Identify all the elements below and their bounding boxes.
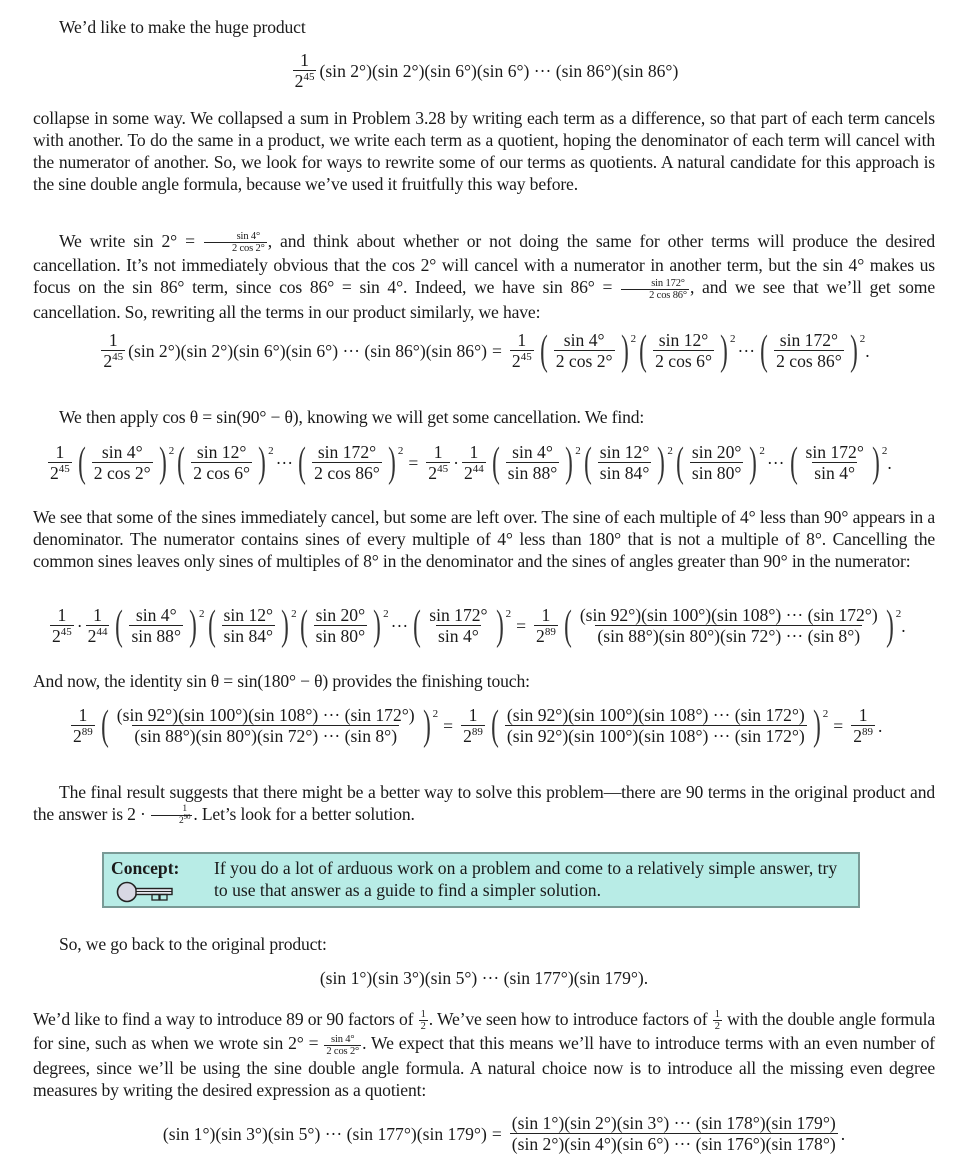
math-rp: ) xyxy=(495,603,504,649)
math-den: 2 cos 2° xyxy=(326,1045,360,1057)
math-den: 2 cos 6° xyxy=(193,463,251,483)
math-den: sin 80° xyxy=(315,626,366,646)
math-sup: 2 xyxy=(397,445,404,457)
math-span: The final result suggests that there might be a better way to solve this problem—there are 90 terms in the original product and the answer is 2 · xyxy=(33,782,935,824)
text: , and we see that we’ll get some cancellation. So, rewriting all the terms in our product similarly, we have: xyxy=(33,277,935,322)
math-den xyxy=(151,815,192,827)
math-rp: ) xyxy=(422,703,431,749)
math-num: sin 12° xyxy=(196,442,247,462)
equation-final xyxy=(68,705,960,747)
math-num: (sin 1°)(sin 2°)(sin 3°) ··· (sin 178°)(sin 179°) xyxy=(511,1113,836,1133)
math-num: sin 4° xyxy=(236,231,261,243)
math-den: sin 4° xyxy=(438,626,479,646)
math-frac xyxy=(598,442,652,484)
text: , and think about whether or not doing the same for other terms will produce the desired cancellation. It’s not immediately obvious that the cos 2° will cancel with a numerator in another term, but the sin 4° makes us focus on the sin 86° term, since cos 86° = sin 4°. Indeed, we have sin 86° = xyxy=(33,231,936,298)
math-lp: ( xyxy=(299,603,308,649)
math-num: sin 172° xyxy=(779,330,839,350)
equation-cofunction xyxy=(45,442,947,484)
paragraph-go-back: So, we go back to the original product: xyxy=(59,934,327,954)
numerator: 1 xyxy=(300,50,309,70)
math-dot: ··· xyxy=(390,615,409,636)
math-lp: ( xyxy=(77,440,86,486)
math-num: sin 4° xyxy=(512,442,553,462)
inline-fraction-sin4-over-2cos2 xyxy=(324,1034,361,1057)
math-paren xyxy=(174,442,273,484)
math-rp: ) xyxy=(812,703,821,749)
math-lp: ( xyxy=(207,603,216,649)
math-den: sin 88° xyxy=(507,463,558,483)
math-frac xyxy=(510,330,534,372)
math-num: 1 xyxy=(714,1009,720,1021)
math-frac xyxy=(86,605,110,647)
text: We write sin 2° = xyxy=(59,231,203,251)
math-svg xyxy=(116,881,176,903)
math-num: sin 4° xyxy=(331,1033,355,1045)
math-span: with the double angle formula for sine, such as when we wrote sin 2° = xyxy=(33,1009,935,1054)
math-rp: ) xyxy=(620,328,629,374)
math-span: 2 xyxy=(853,726,863,746)
math-frac xyxy=(314,605,368,647)
math-num: 1 xyxy=(433,442,443,462)
math-rp: ) xyxy=(720,328,728,374)
math-op: = xyxy=(443,715,454,736)
math-span: . Let’s look for a better solution. xyxy=(193,804,415,824)
math-num: sin 12° xyxy=(658,330,709,350)
math-den xyxy=(101,350,125,372)
math-frac xyxy=(506,442,560,484)
math-den: 2 cos 2° xyxy=(204,242,267,254)
math-den: (sin 88°)(sin 80°)(sin 72°) ··· (sin 8°) xyxy=(134,726,398,746)
math-num: sin 12° xyxy=(599,442,650,462)
math-op: = xyxy=(833,715,844,736)
inline-fraction-sin4-over-2cos2 xyxy=(204,231,267,254)
math-sup: 2 xyxy=(268,445,274,457)
math-den: 2 xyxy=(420,1021,426,1033)
math-span: . We expect that this means we’ll have to introduce terms with an even number of degrees, since we’ll be using the sine double angle formula. A natural choice now is to introduce all the missing even degree measures by writing the desired expression as a quotient: xyxy=(33,1033,935,1100)
math-lp: ( xyxy=(539,328,548,374)
math-num: sin 12° xyxy=(223,605,274,625)
math-num: 1 xyxy=(420,1009,426,1021)
math-frac xyxy=(690,442,744,484)
math-lp: ( xyxy=(491,703,499,749)
math-frac xyxy=(510,1113,838,1155)
math-frac xyxy=(578,605,880,647)
math-num: sin 4° xyxy=(563,330,605,350)
math-paren xyxy=(636,330,735,372)
math-span: (sin 1°)(sin 3°)(sin 5°) ··· (sin 177°)(sin 179°) xyxy=(162,1123,487,1144)
math-frac xyxy=(461,705,485,747)
math-frac xyxy=(462,442,486,484)
math-dot: ··· xyxy=(766,452,785,473)
math-sup: 2 xyxy=(822,708,829,720)
math-span: 2 xyxy=(463,726,472,746)
math-paren xyxy=(581,442,673,484)
concept-callout xyxy=(102,852,860,908)
math-supi: 45 xyxy=(60,626,72,639)
equation-quotient xyxy=(53,1113,955,1155)
math-op: = xyxy=(491,1123,502,1144)
math-num: 1 xyxy=(93,605,102,625)
math-lp: ( xyxy=(298,440,307,486)
math-lp: ( xyxy=(563,603,572,649)
math-paren xyxy=(787,442,888,484)
math-frac xyxy=(312,442,382,484)
math-span: . xyxy=(887,452,892,473)
math-span: We’d like to find a way to introduce 89 or 90 factors of xyxy=(33,1009,418,1029)
paragraph-sines-cancel: We see that some of the sines immediately cancel, but some are left over. The sine of each multiple of 4° less than 90° appears in a denominator. The numerator contains sines of every multiple of 4° less than 180° that is not a multiple of 8°. Cancelling the common sines leaves only sines of multiples of 8° in the denominator and the sines of angles greater than 90° in the numerator: xyxy=(33,507,935,571)
math-supi: 45 xyxy=(520,351,532,364)
concept-label: Concept: xyxy=(111,858,180,878)
math-frac xyxy=(427,605,489,647)
math-span: 2 xyxy=(103,351,113,371)
math-rp: ) xyxy=(657,440,666,486)
math-num: sin 172° xyxy=(317,442,377,462)
math-den xyxy=(461,725,485,747)
math-num: (sin 92°)(sin 100°)(sin 108°) ··· (sin 172°) xyxy=(506,705,805,725)
math-den: 2 cos 86° xyxy=(314,463,380,483)
math-span: 2 xyxy=(50,463,59,483)
math-num: 1 xyxy=(517,330,527,350)
math-sup: 2 xyxy=(859,333,866,345)
math-frac xyxy=(222,605,276,647)
math-den xyxy=(851,725,875,747)
math-span: 2 xyxy=(511,351,521,371)
math-supi: 89 xyxy=(862,726,874,739)
math-span: 2 xyxy=(294,71,304,91)
math-frac xyxy=(505,705,807,747)
math-sup: 2 xyxy=(881,445,888,457)
math-den xyxy=(510,350,534,372)
paragraph-final-result xyxy=(33,781,935,827)
math-span: . xyxy=(878,715,883,736)
math-den: sin 88° xyxy=(131,626,182,646)
math-den: 2 cos 86° xyxy=(621,289,689,301)
math-sup: 2 xyxy=(383,608,389,620)
denominator xyxy=(293,70,317,92)
math-paren xyxy=(297,605,389,647)
math-span: 2 xyxy=(179,816,184,827)
math-dot: ··· xyxy=(275,452,294,473)
math-den: sin 84° xyxy=(223,626,274,646)
paragraph-finishing-touch: And now, the identity sin θ = sin(180° − θ) provides the finishing touch: xyxy=(33,671,530,691)
math-rp: ) xyxy=(565,440,574,486)
key-icon xyxy=(116,881,176,908)
inline-fraction-half xyxy=(419,1009,428,1032)
math-frac xyxy=(92,442,153,484)
math-rp: ) xyxy=(189,603,197,649)
math-dot: ··· xyxy=(737,340,756,361)
math-supi: 89 xyxy=(471,726,483,739)
math-paren xyxy=(295,442,403,484)
math-num: 1 xyxy=(55,442,65,462)
math-sup: 2 xyxy=(730,333,736,345)
math-paren xyxy=(205,605,297,647)
math-sup: 2 xyxy=(432,708,439,720)
inline-fraction-sin172-over-2cos86 xyxy=(621,278,689,301)
math-num: 1 xyxy=(182,804,187,815)
math-op: = xyxy=(491,340,502,361)
math-lp: ( xyxy=(676,440,684,486)
math-rp: ) xyxy=(258,440,266,486)
math-den xyxy=(71,725,95,747)
inline-fraction-one-over-2-90 xyxy=(151,804,192,827)
math-span: (sin 1°)(sin 3°)(sin 5°) ··· (sin 177°)(sin 179°). xyxy=(319,968,649,988)
math-rp: ) xyxy=(849,328,858,374)
math-rp: ) xyxy=(373,603,381,649)
math-span: 2 xyxy=(52,626,61,646)
math-frac xyxy=(129,605,183,647)
paragraph-collapse: collapse in some way. We collapsed a sum in Problem 3.28 by writing each term as a difference, so that part of each term cancels with another. To do the same in a product, we write each term as a quotient, hoping the denominator of each term will cancel with the numerator of another. So, we look for ways to rewrite some of our terms as quotients. A natural candidate for this approach is the sine double angle formula, because we’ve used it fruitfully this way before. xyxy=(33,108,935,194)
math-paren xyxy=(112,605,204,647)
math-num: 1 xyxy=(108,330,118,350)
product-expression: (sin 2°)(sin 2°)(sin 6°)(sin 6°) ··· (sin 86°)(sin 86°) xyxy=(128,340,487,361)
math-sup: 2 xyxy=(505,608,512,620)
math-den xyxy=(462,462,486,484)
equation-odd-product xyxy=(33,968,935,989)
math-paren xyxy=(537,330,636,372)
math-den xyxy=(426,462,450,484)
math-sup: 2 xyxy=(630,333,637,345)
math-num: 1 xyxy=(78,705,88,725)
math-num: sin 20° xyxy=(315,605,366,625)
math-num: 1 xyxy=(57,605,67,625)
math-paren xyxy=(410,605,511,647)
math-frac xyxy=(804,442,866,484)
math-rp: ) xyxy=(749,440,758,486)
math-lp: ( xyxy=(639,328,647,374)
math-num: sin 172° xyxy=(805,442,864,462)
paragraph-introduce-factors xyxy=(33,1008,935,1101)
math-op: = xyxy=(516,615,527,636)
concept-text: If you do a lot of arduous work on a problem and come to a relatively simple answer, try to use that answer as a guide to find a simpler solution. xyxy=(214,858,838,900)
math-supi: 89 xyxy=(81,726,93,739)
math-frac xyxy=(115,705,417,747)
math-paren xyxy=(561,605,901,647)
math-span: 2 xyxy=(463,463,473,483)
math-num: sin 172° xyxy=(429,605,488,625)
math-num: sin 4° xyxy=(101,442,143,462)
math-frac xyxy=(101,330,125,372)
math-lp: ( xyxy=(177,440,186,486)
math-sup: 2 xyxy=(895,608,902,620)
math-supi: 44 xyxy=(96,626,108,639)
paragraph-double-angle xyxy=(33,230,935,323)
math-frac xyxy=(191,442,252,484)
math-lp: ( xyxy=(583,440,592,486)
math-lp: ( xyxy=(789,440,798,486)
math-num: 1 xyxy=(468,705,478,725)
math-supi: 45 xyxy=(112,351,124,364)
math-paren xyxy=(98,705,438,747)
math-frac xyxy=(774,330,844,372)
math-den: (sin 92°)(sin 100°)(sin 108°) ··· (sin 172°) xyxy=(506,726,805,746)
math-sup: 2 xyxy=(575,445,581,457)
math-num: 1 xyxy=(469,442,479,462)
math-span: · xyxy=(76,615,83,636)
math-sup: 2 xyxy=(667,445,673,457)
math-den xyxy=(50,625,74,647)
math-lp: ( xyxy=(491,440,500,486)
math-den: sin 4° xyxy=(814,463,856,483)
math-num: 1 xyxy=(858,705,868,725)
math-den: (sin 88°)(sin 80°)(sin 72°) ··· (sin 8°) xyxy=(597,626,861,646)
paragraph-intro: We’d like to make the huge product xyxy=(59,17,306,37)
math-span: 90 xyxy=(183,813,191,822)
math-lp: ( xyxy=(115,603,124,649)
math-frac xyxy=(653,330,714,372)
math-span: 2 xyxy=(87,626,97,646)
math-num: 1 xyxy=(541,605,551,625)
math-rp: ) xyxy=(158,440,167,486)
math-supi: 44 xyxy=(472,463,484,476)
math-den: (sin 2°)(sin 4°)(sin 6°) ··· (sin 176°)(sin 178°) xyxy=(511,1134,836,1154)
math-rp: ) xyxy=(281,603,289,649)
math-paren xyxy=(488,705,828,747)
math-den xyxy=(534,625,558,647)
math-den: sin 84° xyxy=(599,463,650,483)
product-expression: (sin 2°)(sin 2°)(sin 6°)(sin 6°) ··· (sin 86°)(sin 86°) xyxy=(319,60,679,81)
math-sup: 2 xyxy=(168,445,175,457)
math-lp: ( xyxy=(413,603,422,649)
math-num: sin 4° xyxy=(135,605,177,625)
math-span: . xyxy=(901,615,906,636)
math-span: · xyxy=(453,452,459,473)
math-frac xyxy=(554,330,615,372)
math-den xyxy=(48,462,72,484)
math-den: 2 cos 2° xyxy=(555,351,613,371)
math-sup: 2 xyxy=(199,608,205,620)
math-den: 2 xyxy=(714,1021,720,1033)
math-num: (sin 92°)(sin 100°)(sin 108°) ··· (sin 172°) xyxy=(116,705,415,725)
math-span: . We’ve seen how to introduce factors of xyxy=(428,1009,712,1029)
equation-cancel-common xyxy=(47,605,949,647)
math-rp: ) xyxy=(872,440,880,486)
math-supi: 45 xyxy=(303,71,315,84)
math-frac xyxy=(71,705,95,747)
math-circle xyxy=(118,883,137,902)
math-rect xyxy=(152,895,159,901)
math-op: = xyxy=(408,452,419,473)
math-span: . xyxy=(840,1123,846,1144)
math-rp: ) xyxy=(885,603,894,649)
inline-fraction-half xyxy=(713,1009,722,1032)
math-span: 2 xyxy=(73,726,82,746)
math-frac xyxy=(426,442,450,484)
math-supi: 89 xyxy=(544,626,556,639)
math-den: sin 80° xyxy=(691,463,742,483)
math-den: 2 cos 2° xyxy=(93,463,151,483)
math-paren xyxy=(757,330,865,372)
math-sup: 2 xyxy=(759,445,765,457)
math-supi: 45 xyxy=(58,463,70,476)
math-num: sin 20° xyxy=(691,442,742,462)
math-span: . xyxy=(865,340,870,361)
math-den: 2 cos 6° xyxy=(655,351,712,371)
math-den: 2 cos 86° xyxy=(776,351,842,371)
math-paren xyxy=(75,442,174,484)
equation-rewrite xyxy=(33,330,935,372)
math-paren xyxy=(489,442,581,484)
math-span: 2 xyxy=(428,463,438,483)
math-num: sin 172° xyxy=(651,277,685,289)
math-num: (sin 92°)(sin 100°)(sin 108°) ··· (sin 172°) xyxy=(579,605,878,625)
math-lp: ( xyxy=(760,328,768,374)
math-rect xyxy=(160,895,167,901)
math-frac xyxy=(48,442,72,484)
math-den xyxy=(86,625,110,647)
math-frac xyxy=(50,605,74,647)
math-frac xyxy=(534,605,558,647)
math-lp: ( xyxy=(100,703,109,749)
math-sup: 2 xyxy=(291,608,297,620)
math-supi: 45 xyxy=(437,463,449,476)
fraction-one-over-2-45 xyxy=(293,50,317,92)
equation-huge-product xyxy=(33,50,935,92)
math-span: 2 xyxy=(536,626,545,646)
math-frac xyxy=(851,705,875,747)
math-paren xyxy=(673,442,765,484)
paragraph-apply-cos: We then apply cos θ = sin(90° − θ), knowing we will get some cancellation. We find: xyxy=(59,407,645,427)
math-rp: ) xyxy=(387,440,396,486)
